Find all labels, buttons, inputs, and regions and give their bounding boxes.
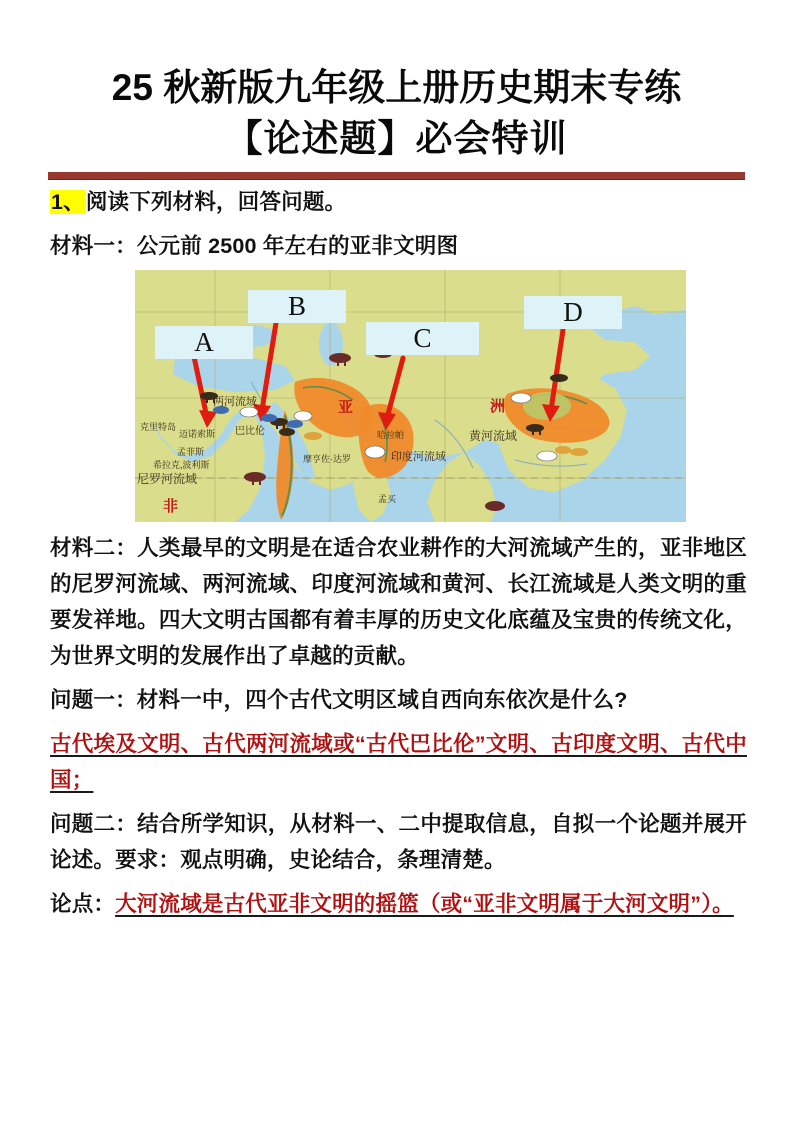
question-number: 1、 <box>51 190 85 214</box>
material-two-text: 材料二：人类最早的文明是在适合农业耕作的大河流域产生的，亚非地区的尼罗河流域、两河流域、印度河流域和黄河、长江流域是人类文明的重要发祥地。四大文明古国都有着丰厚的历史文化底蕴及宝贵的传统文化，为世界文明的发展作出了卓越的贡献。 <box>50 536 747 668</box>
question-two-answer-row <box>50 886 747 922</box>
question-one-answer: 古代埃及文明、古代两河流域或“古代巴比伦”文明、古印度文明、古代中国； <box>50 732 747 792</box>
map-label-memphis: 孟菲斯 <box>177 447 205 457</box>
map-label-africa: 非 <box>163 498 179 515</box>
title-line-2: 【论述题】必会特训 <box>225 118 568 159</box>
question-one-text: 问题一：材料一中，四个古代文明区域自西向东依次是什么? <box>50 688 628 712</box>
map-callout-a[interactable]: A <box>155 326 253 359</box>
ancient-civilizations-map <box>135 270 686 522</box>
map-label-crete: 克里特岛 <box>140 422 177 432</box>
worksheet-content <box>50 184 747 922</box>
map-label-indus-valley: 印度河流域 <box>391 451 446 463</box>
question-two-text: 问题二：结合所学知识，从材料一、二中提取信息，自拟一个论题并展开论述。要求：观点明确，史论结合，条理清楚。 <box>50 812 747 872</box>
map-label-knossos: 迈诺索斯 <box>179 429 216 439</box>
map-label-mumbai: 孟买 <box>378 494 397 504</box>
map-label-continent: 洲 <box>490 398 506 415</box>
page-title <box>48 62 745 164</box>
title-divider-bar <box>48 172 745 180</box>
map-callout-c[interactable]: C <box>366 322 479 355</box>
map-callout-d[interactable]: D <box>524 296 622 329</box>
question-two-answer: 大河流域是古代亚非文明的摇篮（或“亚非文明属于大河文明”）。 <box>115 892 734 916</box>
material-one-label: 材料一：公元前 2500 年左右的亚非文明图 <box>50 234 459 258</box>
map-label-nile-valley: 尼罗河流域 <box>137 472 198 486</box>
map-label-yellow-river-valley: 黄河流域 <box>469 429 518 443</box>
map-label-asia: 亚 <box>338 399 354 416</box>
map-callout-b[interactable]: B <box>248 290 346 323</box>
map-label-babylon: 巴比伦 <box>235 426 265 437</box>
map-label-harappa: 哈拉帕 <box>377 430 405 440</box>
question-prompt <box>50 184 747 220</box>
map-label-heliopolis: 希拉克,波利斯 <box>153 460 210 470</box>
title-line-1: 25 秋新版九年级上册历史期末专练 <box>111 67 682 108</box>
map-label-mohenjo-daro: 摩亨佐·达罗 <box>303 454 351 464</box>
argument-label: 论点： <box>50 892 116 916</box>
map-label-mesopotamia: 两河流域 <box>213 396 257 408</box>
question-prompt-text: 阅读下列材料，回答问题。 <box>85 190 347 214</box>
